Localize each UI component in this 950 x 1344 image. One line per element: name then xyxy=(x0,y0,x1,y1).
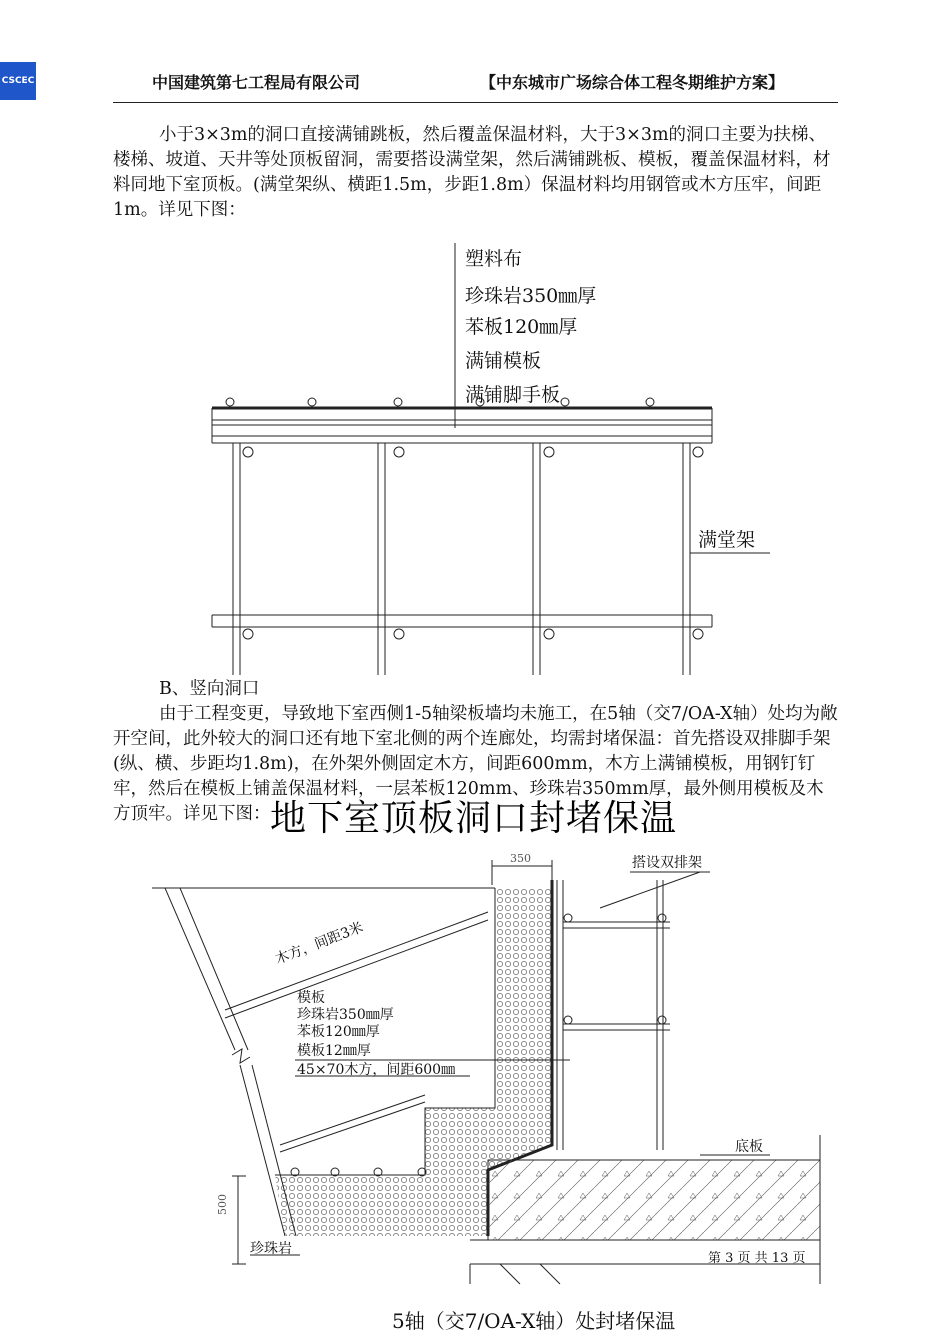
fig2-layer-formwork: 模板 xyxy=(297,990,325,1006)
scaffold-label: 满堂架 xyxy=(698,529,756,551)
company-logo: CSCEC xyxy=(0,62,36,100)
section-b-paragraph: 由于工程变更，导致地下室西侧1-5轴梁板墙均未施工，在5轴（交7/OA-X轴）处均为敞开空间，此外较大的洞口还有地下室北侧的两个连廊处，均需封堵保温：首先搭设双排脚手架(纵、横、步距均1.8m)，在外架外侧固定木方，间距600mm，木方上满铺模板，用钢钉钉牢，然后在模板上铺盖保温材料，一层苯板120mm、珍珠岩350mm厚，最外侧用模板及木方顶牢。详见下图： xyxy=(113,704,838,824)
company-name: 中国建筑第七工程局有限公司 xyxy=(152,73,361,92)
fig2-layer-timber: 45×70木方，间距600㎜ xyxy=(297,1062,456,1078)
dim-350: 350 xyxy=(510,852,531,865)
document-title: 【中东城市广场综合体工程冬期维护方案】 xyxy=(480,73,785,92)
fig2-layer-eps: 苯板120㎜厚 xyxy=(297,1024,380,1040)
page-number: 第 3 页 共 13 页 xyxy=(708,1251,806,1266)
fig2-layer-formwork-12: 模板12㎜厚 xyxy=(297,1043,371,1059)
section-b-heading: B、竖向洞口 xyxy=(159,679,260,699)
layer-plastic-sheet: 塑料布 xyxy=(465,248,523,270)
perlite-label: 珍珠岩 xyxy=(250,1241,292,1257)
layer-eps-board: 苯板120㎜厚 xyxy=(465,316,578,338)
timber-spacing-label: 木方，间距3米 xyxy=(273,919,366,968)
layer-formwork: 满铺模板 xyxy=(465,350,542,372)
intro-paragraph: 小于3×3m的洞口直接满铺跳板，然后覆盖保温材料，大于3×3m的洞口主要为扶梯、楼梯、坡道、天井等处顶板留洞，需要搭设满堂架，然后满铺跳板、模板，覆盖保温材料，材料同地下室顶板。(满堂架纵、横距1.5m，步距1.8m）保温材料均用钢管或木方压牢，间距1m。详见下图： xyxy=(113,125,831,220)
fig2-layer-perlite: 珍珠岩350㎜厚 xyxy=(297,1007,394,1023)
scaffold-double-label: 搭设双排架 xyxy=(632,855,702,871)
base-slab-label: 底板 xyxy=(735,1139,763,1155)
layer-perlite: 珍珠岩350㎜厚 xyxy=(465,285,597,307)
dim-500: 500 xyxy=(216,1194,229,1215)
layer-scaffold-board: 满铺脚手板 xyxy=(465,384,561,406)
overlay-title: 地下室顶板洞口封堵保温 xyxy=(270,798,678,839)
figure2-caption: 5轴（交7/OA-X轴）处封堵保温 xyxy=(392,1309,676,1333)
